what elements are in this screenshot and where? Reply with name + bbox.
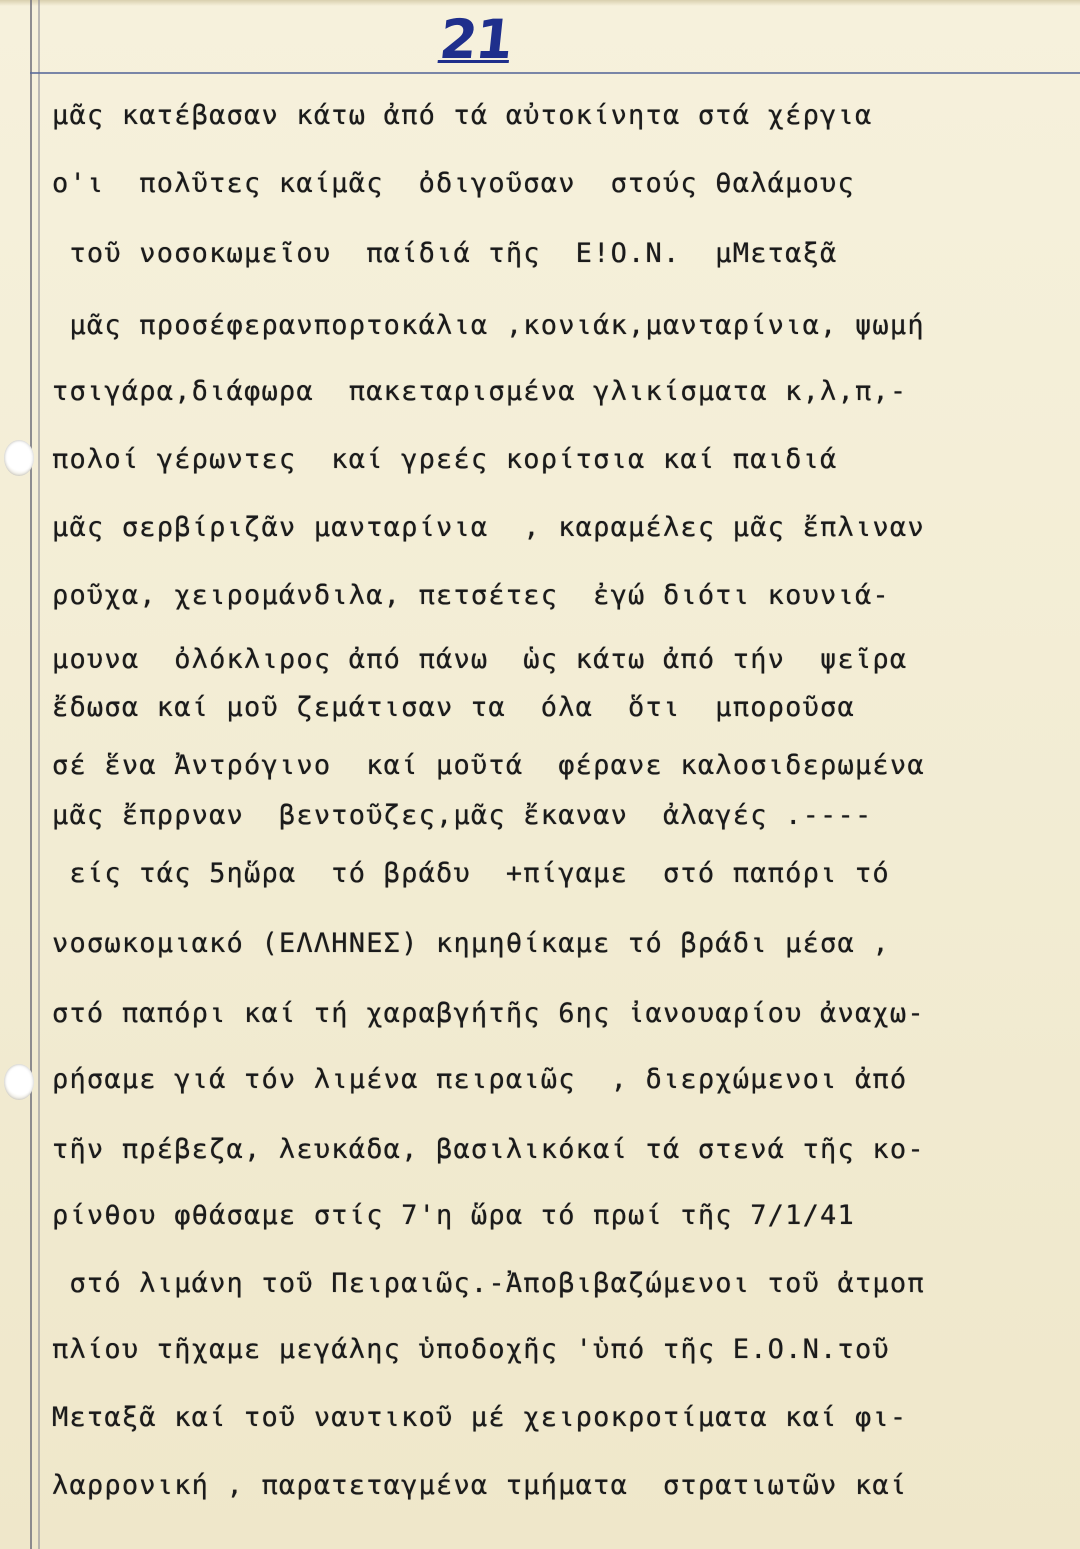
text-line: ρίνθου φθάσαμε στίς 7'η ὥρα τό πρωί τῆς 7/1/41 [52,1200,855,1231]
text-line: ο'ι πολῦτες καίμᾶς ὀδιγοῦσαν στούς θαλάμους [52,168,855,199]
text-line: λαρρονική , παρατεταγμένα τμήματα στρατιωτῶν καί [52,1470,908,1501]
text-line: νοσωκομιακό (ΕΛΛΗΝΕΣ) κημηθίκαμε τό βράδι μέσα , [52,928,890,959]
text-line: πλίου τῆχαμε μεγάλης ὑποδοχῆς 'ὑπό τῆς Ε.Ο.Ν.τοῦ [52,1334,890,1365]
text-line: στό λιμάνη τοῦ Πειραιῶς.-Ἀποβιβαζώμενοι τοῦ ἀτμοπ [52,1268,925,1299]
text-line: ἔδωσα καί μοῦ ζεμάτισαν τα όλα ὅτι μποροῦσα [52,692,855,723]
header-rule [30,72,1080,74]
text-line: μᾶς σερβίριζᾶν μανταρίνια , καραμέλες μᾶς ἔπλιναν [52,512,925,543]
margin-line [30,0,32,1549]
text-line: πολοί γέρωντες καί γρεές κορίτσια καί παιδιά [52,444,838,475]
page-number: 21 [436,8,515,71]
paper-top-edge [0,0,1080,6]
punch-hole-bottom [4,1064,34,1100]
text-line: τοῦ νοσοκωμεῖου παίδιά τῆς Ε!Ο.Ν. μΜεταξᾶ [52,238,838,269]
text-line: ρήσαμε γιά τόν λιμένα πειραιῶς , διερχώμενοι ἀπό [52,1064,908,1095]
punch-hole-top [4,440,34,476]
text-line: σέ ἕνα Ἀντρόγινο καί μοῦτά φέρανε καλοσιδερωμένα [52,750,925,781]
text-line: ροῦχα, χειρομάνδιλα, πετσέτες ἐγώ διότι κουνιά- [52,580,890,611]
text-line: μᾶς κατέβασαν κάτω ἀπό τά αὐτοκίνητα στά χέργια [52,100,873,131]
text-line: μᾶς ἔπρρναν βεντοῦζες,μᾶς ἔκαναν ἀλαγές .---- [52,800,873,831]
text-line: είς τάς 5ηὥρα τό βράδυ +πίγαμε στό παπόρι τό [52,858,890,889]
text-line: Μεταξᾶ καί τοῦ ναυτικοῦ μέ χειροκροτίματα καί φι- [52,1402,908,1433]
text-line: στό παπόρι καί τή χαραβγήτῆς 6ης ἰανουαρίου ἀναχω- [52,998,925,1029]
margin-line-inner [38,0,40,1549]
text-line: μουνα ὀλόκλιρος ἀπό πάνω ὡς κάτω ἀπό τήν ψεῖρα [52,644,908,675]
text-line: μᾶς προσέφερανπορτοκάλια ,κονιάκ,μανταρίνια, ψωμή [52,310,925,341]
text-line: τῆν πρέβεζα, λευκάδα, βασιλικόκαί τά στενά τῆς κο- [52,1134,925,1165]
text-line: τσιγάρα,διάφωρα πακεταρισμένα γλικίσματα κ,λ,π,- [52,376,908,407]
